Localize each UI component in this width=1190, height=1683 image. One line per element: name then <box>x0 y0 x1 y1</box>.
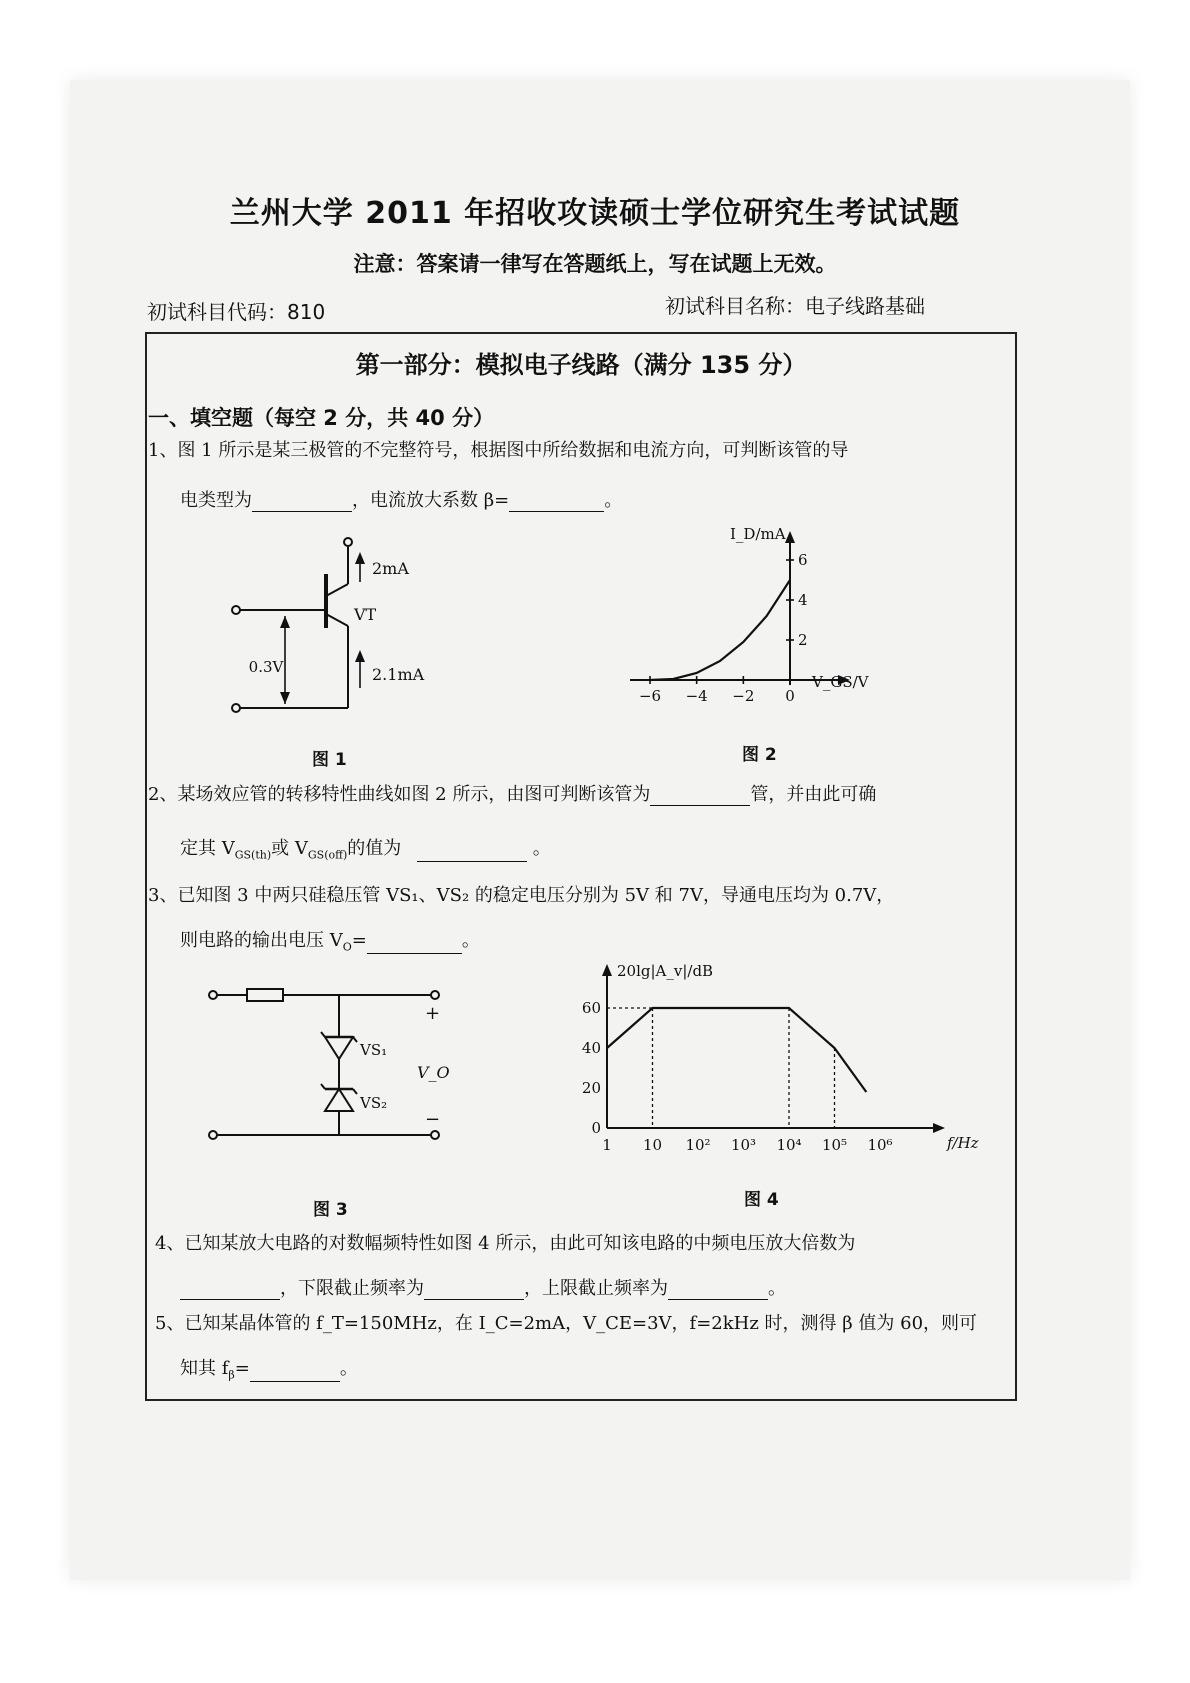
fig4-x-arrow <box>933 1123 945 1133</box>
figure-3-circuit <box>205 985 450 1155</box>
fig3-vs2-zener-left <box>321 1084 325 1089</box>
fig4-ytick-40: 40 <box>581 1039 601 1057</box>
fig2-xtick-neg2: −2 <box>732 687 755 705</box>
fig3-resistor <box>247 989 283 1001</box>
fig3-out-terminal-bottom <box>431 1131 439 1139</box>
figure-1-caption: 图 1 <box>312 750 347 770</box>
figure-4-chart <box>581 960 985 1160</box>
question-5-line-2 <box>180 1358 358 1382</box>
figure-2-caption: 图 2 <box>742 745 777 765</box>
q5-text-a: 知其 f <box>180 1358 229 1379</box>
q4-text-b: ，上限截止频率为 <box>524 1278 668 1299</box>
fig4-ytick-60: 60 <box>581 999 601 1017</box>
q2-text-c: 定其 V <box>180 838 235 859</box>
label-0-3v: 0.3V <box>248 658 284 676</box>
q2-text-d: 或 V <box>271 838 308 859</box>
fig4-xtick-10e3: 10³ <box>730 1136 757 1154</box>
fig2-xtick-neg6: −6 <box>638 687 662 705</box>
fig2-y-arrow <box>785 531 795 543</box>
fig3-vs1-triangle <box>325 1037 353 1059</box>
fig3-in-terminal-bottom <box>209 1131 217 1139</box>
fig3-in-terminal-top <box>209 991 217 999</box>
fig3-vs2-triangle <box>325 1089 353 1111</box>
question-1-line-1: 1、图 1 所示是某三极管的不完整符号，根据图中所给数据和电流方向，可判断该管的导 <box>148 440 849 461</box>
exam-notice: 注意：答案请一律写在答题纸上，写在试题上无效。 <box>353 252 837 276</box>
question-3-line-2 <box>180 930 480 954</box>
question-3-line-1: 3、已知图 3 中两只硅稳压管 VS₁、VS₂ 的稳定电压分别为 5V 和 7V，导通电压均为 0.7V， <box>148 885 895 906</box>
q1-text-c: 。 <box>604 490 623 511</box>
subject-name: 初试科目名称：电子线路基础 <box>665 294 925 318</box>
q5-sub: β <box>228 1368 235 1382</box>
fig4-ytick-0: 0 <box>591 1119 601 1137</box>
q5-text-b: = <box>234 1358 250 1379</box>
fig2-xtick-0: 0 <box>785 687 795 705</box>
q3-text-c: 。 <box>461 930 480 951</box>
terminal-bottom-left <box>232 704 240 712</box>
fig3-vs1-label: VS₁ <box>360 1041 388 1059</box>
fig4-xtick-10e6: 10⁶ <box>867 1136 893 1154</box>
q4-text-a: ，下限截止频率为 <box>280 1278 424 1299</box>
fig4-xtick-10e2: 10² <box>685 1136 711 1154</box>
terminal-base <box>232 606 240 614</box>
q3-sub: O <box>342 940 352 954</box>
question-2-line-1 <box>148 784 876 806</box>
fig2-ytick-2: 2 <box>798 631 808 649</box>
section-title: 一、填空题（每空 2 分，共 40 分） <box>148 406 495 430</box>
fig4-ytick-20: 20 <box>581 1079 601 1097</box>
subject-code: 初试科目代码：810 <box>147 300 326 324</box>
label-vt: VT <box>354 605 377 624</box>
fig3-minus: − <box>425 1109 441 1130</box>
q3-blank[interactable] <box>367 935 462 954</box>
q1-blank-1[interactable] <box>252 493 352 512</box>
q4-blank-1[interactable] <box>180 1281 280 1300</box>
figure-2-chart <box>620 525 869 715</box>
q2-text-f: 。 <box>532 838 551 859</box>
fig4-bode-curve <box>607 1008 866 1092</box>
fig3-vo-label: V_O <box>417 1063 450 1082</box>
question-4-line-1: 4、已知某放大电路的对数幅频特性如图 4 所示，由此可知该电路的中频电压放大倍数为 <box>155 1233 856 1254</box>
fig2-ytick-4: 4 <box>798 591 808 609</box>
fig2-xlabel: V_GS/V <box>812 673 869 691</box>
q2-text-a: 2、某场效应管的转移特性曲线如图 2 所示，由图可判断该管为 <box>148 784 651 805</box>
q2-blank-2[interactable] <box>417 843 527 862</box>
arrow-head-top <box>355 552 365 564</box>
fig4-y-arrow <box>602 964 612 976</box>
q5-text-c: 。 <box>339 1358 358 1379</box>
collector-line <box>326 584 348 596</box>
fig2-transfer-curve <box>650 580 790 680</box>
arrow-head-bottom <box>355 650 365 662</box>
q1-text-a: 电类型为 <box>180 490 252 511</box>
question-4-line-2 <box>180 1278 786 1300</box>
q1-text-b: ，电流放大系数 β= <box>352 490 510 511</box>
q2-sub-2: GS(off) <box>307 848 348 862</box>
figure-1-circuit <box>230 530 430 730</box>
fig4-xtick-10: 10 <box>642 1136 663 1154</box>
q1-blank-2[interactable] <box>509 493 604 512</box>
figure-4-caption: 图 4 <box>744 1190 779 1210</box>
fig3-out-terminal-top <box>431 991 439 999</box>
terminal-top <box>344 538 352 546</box>
q3-text-a: 则电路的输出电压 V <box>180 930 343 951</box>
q4-blank-3[interactable] <box>668 1281 768 1300</box>
q2-text-b: 管，并由此可确 <box>750 784 877 805</box>
fig3-vs2-label: VS₂ <box>360 1094 388 1112</box>
figure-3-caption: 图 3 <box>313 1200 348 1220</box>
question-5-line-1: 5、已知某晶体管的 f_T=150MHz，在 I_C=2mA，V_CE=3V，f=2kHz 时，测得 β 值为 60，则可 <box>155 1313 978 1334</box>
q4-text-c: 。 <box>768 1278 786 1299</box>
fig2-ylabel: I_D/mA <box>730 525 786 543</box>
fig3-vs2-zener-right <box>353 1089 357 1094</box>
q2-sub-1: GS(th) <box>234 848 272 862</box>
label-2-1ma: 2.1mA <box>372 665 425 684</box>
emitter-line <box>326 614 348 626</box>
exam-title: 兰州大学 2011 年招收攻读硕士学位研究生考试试题 <box>229 196 961 231</box>
question-1-line-2 <box>180 490 622 512</box>
voltage-arrow-head-bottom <box>280 692 290 704</box>
fig3-plus: + <box>425 1003 441 1024</box>
label-2ma: 2mA <box>372 559 409 578</box>
q3-text-b: = <box>351 930 367 951</box>
fig4-xtick-10e4: 10⁴ <box>776 1136 802 1154</box>
q5-blank[interactable] <box>250 1363 340 1382</box>
fig2-ytick-6: 6 <box>798 551 808 569</box>
fig2-xtick-neg4: −4 <box>685 687 708 705</box>
part-title: 第一部分：模拟电子线路（满分 135 分） <box>355 351 807 379</box>
q2-blank-1[interactable] <box>650 787 750 806</box>
q4-blank-2[interactable] <box>424 1281 524 1300</box>
fig4-xlabel: f/Hz <box>947 1134 979 1152</box>
q2-text-e: 的值为 <box>347 838 402 859</box>
fig4-ylabel: 20lg|A_v|/dB <box>617 962 714 980</box>
fig4-xtick-1: 1 <box>602 1136 612 1154</box>
voltage-arrow-head-top <box>280 616 290 628</box>
fig4-xtick-10e5: 10⁵ <box>821 1136 848 1154</box>
question-2-line-2 <box>180 838 551 862</box>
